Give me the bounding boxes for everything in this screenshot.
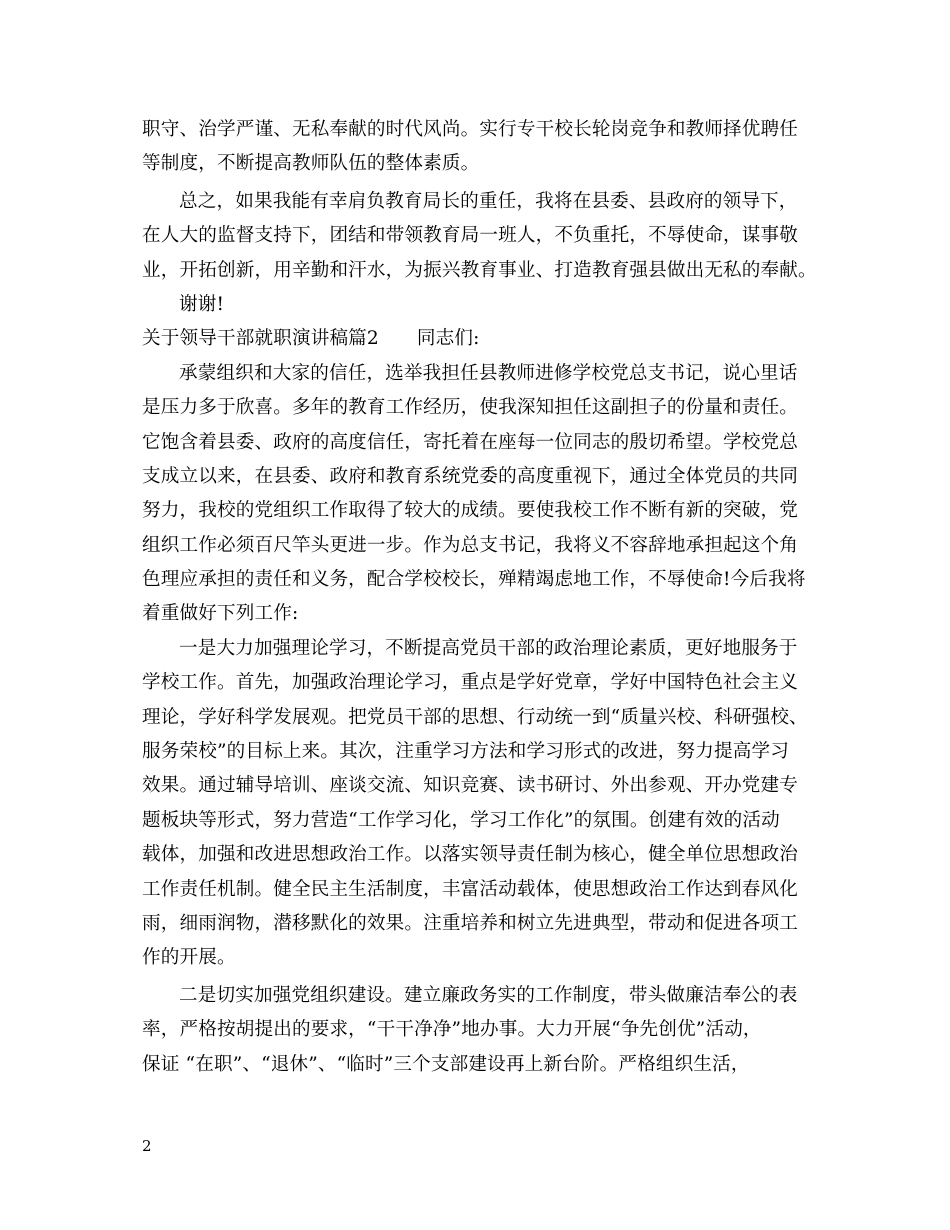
paragraph-line: 支成立以来，在县委、政府和教育系统党委的高度重视下，通过全体党员的共同 [142, 465, 799, 487]
paragraph-line: 总之，如果我能有幸肩负教育局长的重任，我将在县委、县政府的领导下， [179, 190, 798, 212]
page-number: 2 [142, 1137, 152, 1155]
paragraph-line: 等制度，不断提高教师队伍的整体素质。 [142, 153, 480, 175]
paragraph-line: 题板块等形式，努力营造“工作学习化，学习工作化”的氛围。创建有效的活动 [142, 809, 780, 831]
paragraph-line: 效果。通过辅导培训、座谈交流、知识竞赛、读书研讨、外出参观、开办党建专 [142, 775, 799, 797]
section-title-line [142, 322, 822, 356]
paragraph-line: 它饱含着县委、政府的高度信任，寄托着在座每一位同志的殷切希望。学校党总 [142, 431, 799, 453]
paragraph-line: 职守、治学严谨、无私奉献的时代风尚。实行专干校长轮岗竞争和教师择优聘任 [142, 119, 799, 140]
document-body [142, 113, 822, 1082]
paragraph-line: 业，开拓创新，用辛勤和汗水，为振兴教育事业、打造教育强县做出无私的奉献。 [142, 259, 817, 281]
greeting: 同志们: [416, 328, 480, 350]
paragraph-line: 着重做好下列工作: [142, 603, 299, 625]
section-title: 关于领导干部就职演讲稿篇2 [142, 328, 379, 350]
paragraph-line: 率，严格按胡提出的要求，“干干净净”地办事。大力开展“争先创优”活动， [142, 1019, 762, 1041]
paragraph-line: 在人大的监督支持下，团结和带领教育局一班人，不负重托，不辱使命，谋事敬 [142, 225, 799, 247]
paragraph-line: 作的开展。 [142, 947, 236, 969]
paragraph-line: 理论，学好科学发展观。把党员干部的思想、行动统一到“质量兴校、科研强校、 [142, 706, 808, 728]
paragraph-line: 二是切实加强党组织建设。建立廉政务实的工作制度，带头做廉洁奉公的表 [179, 984, 798, 1006]
paragraph-line: 保证 “在职”、“退休”、“临时”三个支部建设再上新台阶。严格组织生活， [142, 1053, 750, 1075]
paragraph-line: 工作责任机制。健全民主生活制度，丰富活动载体，使思想政治工作达到春风化 [142, 878, 799, 900]
paragraph-line: 谢谢! [179, 293, 225, 315]
paragraph-line: 是压力多于欣喜。多年的教育工作经历，使我深知担任这副担子的份量和责任。 [142, 397, 799, 419]
paragraph-line: 载体，加强和改进思想政治工作。以落实领导责任制为核心，健全单位思想政治 [142, 844, 799, 866]
paragraph-line: 学校工作。首先，加强政治理论学习，重点是学好党章，学好中国特色社会主义 [142, 672, 799, 694]
paragraph-line: 服务荣校”的目标上来。其次，注重学习方法和学习形式的改进，努力提高学习 [142, 741, 789, 763]
paragraph-line: 组织工作必须百尺竿头更进一步。作为总支书记，我将义不容辞地承担起这个角 [142, 534, 799, 556]
paragraph-line: 一是大力加强理论学习，不断提高党员干部的政治理论素质，更好地服务于 [179, 637, 798, 659]
paragraph-line: 承蒙组织和大家的信任，选举我担任县教师进修学校党总支书记，说心里话 [179, 362, 798, 384]
paragraph-line: 色理应承担的责任和义务，配合学校校长，殚精竭虑地工作，不辱使命!今后我将 [142, 569, 806, 591]
paragraph-line: 努力，我校的党组织工作取得了较大的成绩。要使我校工作不断有新的突破，党 [142, 500, 799, 522]
paragraph-line: 雨，细雨润物，潜移默化的效果。注重培养和树立先进典型，带动和促进各项工 [142, 912, 799, 934]
